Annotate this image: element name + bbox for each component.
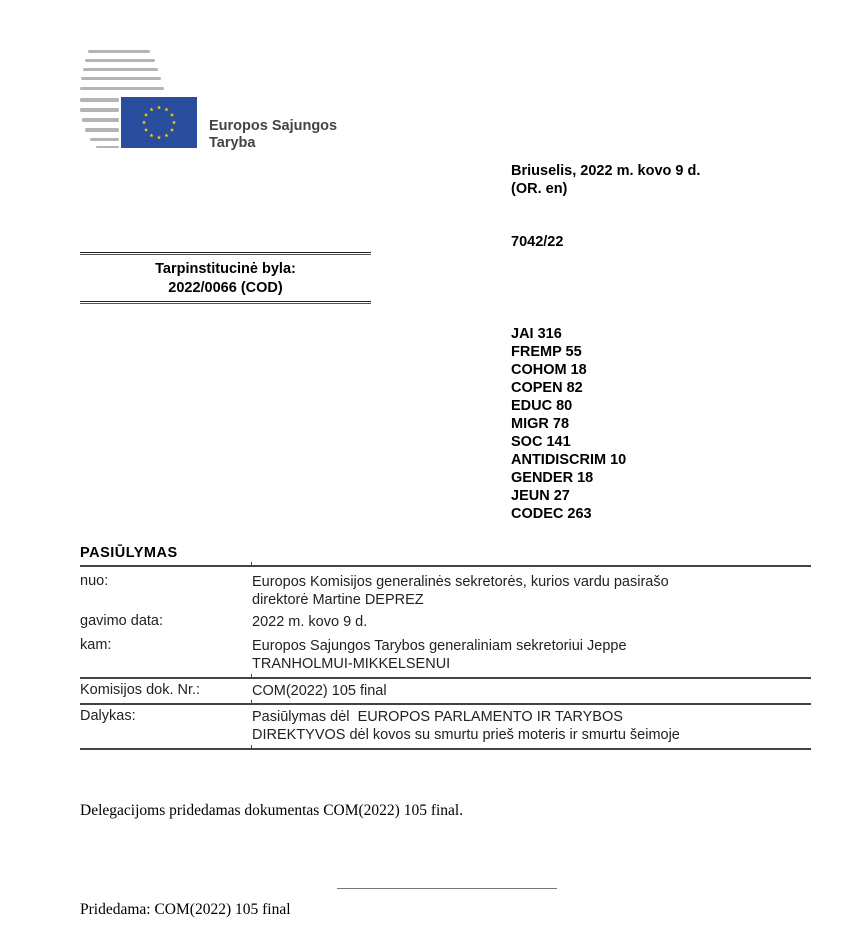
document-number: 7042/22 — [511, 234, 564, 250]
subject-code: ANTIDISCRIM 10 — [511, 452, 627, 468]
row-label: Komisijos dok. Nr.: — [80, 682, 201, 698]
table-row-received — [80, 609, 811, 631]
original-language: (OR. en) — [511, 181, 568, 197]
subject-code: JEUN 27 — [511, 488, 570, 504]
row-value — [252, 637, 811, 673]
table-rule — [80, 703, 811, 705]
subject-code: EDUC 80 — [511, 398, 573, 414]
body-paragraph: Delegacijoms pridedamas dokumentas COM(2022) 105 final. — [80, 802, 464, 819]
subject-code: COPEN 82 — [511, 380, 583, 396]
table-row-to — [80, 631, 811, 677]
row-value-line: Europos Sajungos Tarybos generaliniam sekretoriui Jeppe — [252, 638, 627, 654]
subject-code: CODEC 263 — [511, 506, 592, 522]
row-value: COM(2022) 105 final — [252, 683, 387, 699]
council-logo — [80, 48, 200, 152]
proposal-metadata-table — [80, 565, 811, 750]
separator-rule — [337, 888, 557, 889]
proposal-heading: PASIŪLYMAS — [80, 545, 178, 561]
row-label: gavimo data: — [80, 613, 164, 629]
place-date-block — [511, 162, 700, 198]
institution-name — [209, 118, 337, 152]
table-rule — [80, 748, 811, 750]
subject-code: MIGR 78 — [511, 416, 570, 432]
institution-name-line1: Europos Sajungos — [209, 118, 338, 134]
row-value-line: Europos Komisijos generalinės sekretorės, kurios vardu pasirašo — [252, 574, 669, 590]
subject-code: FREMP 55 — [511, 344, 582, 360]
interinstitutional-label: Tarpinstitucinė byla: — [155, 261, 296, 277]
row-value: 2022 m. kovo 9 d. — [252, 614, 368, 630]
row-label: Dalykas: — [80, 708, 136, 724]
double-rule-bottom — [80, 301, 371, 304]
subject-codes-list — [511, 325, 626, 523]
council-emblem-icon — [80, 48, 200, 152]
row-label: kam: — [80, 637, 112, 653]
double-rule-top — [80, 252, 371, 255]
institution-name-line2: Taryba — [209, 135, 256, 151]
row-value — [252, 708, 811, 744]
table-rule — [80, 565, 811, 567]
subject-code: JAI 316 — [511, 326, 562, 342]
row-value-line: Pasiūlymas dėl EUROPOS PARLAMENTO IR TARYBOS — [252, 709, 623, 725]
row-label: nuo: — [80, 573, 109, 589]
place-date: Briuselis, 2022 m. kovo 9 d. — [511, 163, 701, 179]
row-value-line: TRANHOLMUI-MIKKELSENUI — [252, 656, 451, 672]
interinstitutional-number: 2022/0066 (COD) — [168, 280, 283, 296]
table-row-subject — [80, 705, 811, 748]
table-row-from — [80, 567, 811, 609]
table-rule — [80, 677, 811, 679]
table-row-com-doc — [80, 679, 811, 703]
row-value-line: DIREKTYVOS dėl kovos su smurtu prieš moteris ir smurtu šeimoje — [252, 727, 680, 743]
subject-code: COHOM 18 — [511, 362, 587, 378]
row-value — [252, 573, 811, 609]
attachment-note: Pridedama: COM(2022) 105 final — [80, 901, 291, 918]
interinstitutional-file — [80, 252, 371, 304]
subject-code: SOC 141 — [511, 434, 571, 450]
row-value-line: direktorė Martine DEPREZ — [252, 592, 424, 608]
subject-code: GENDER 18 — [511, 470, 594, 486]
